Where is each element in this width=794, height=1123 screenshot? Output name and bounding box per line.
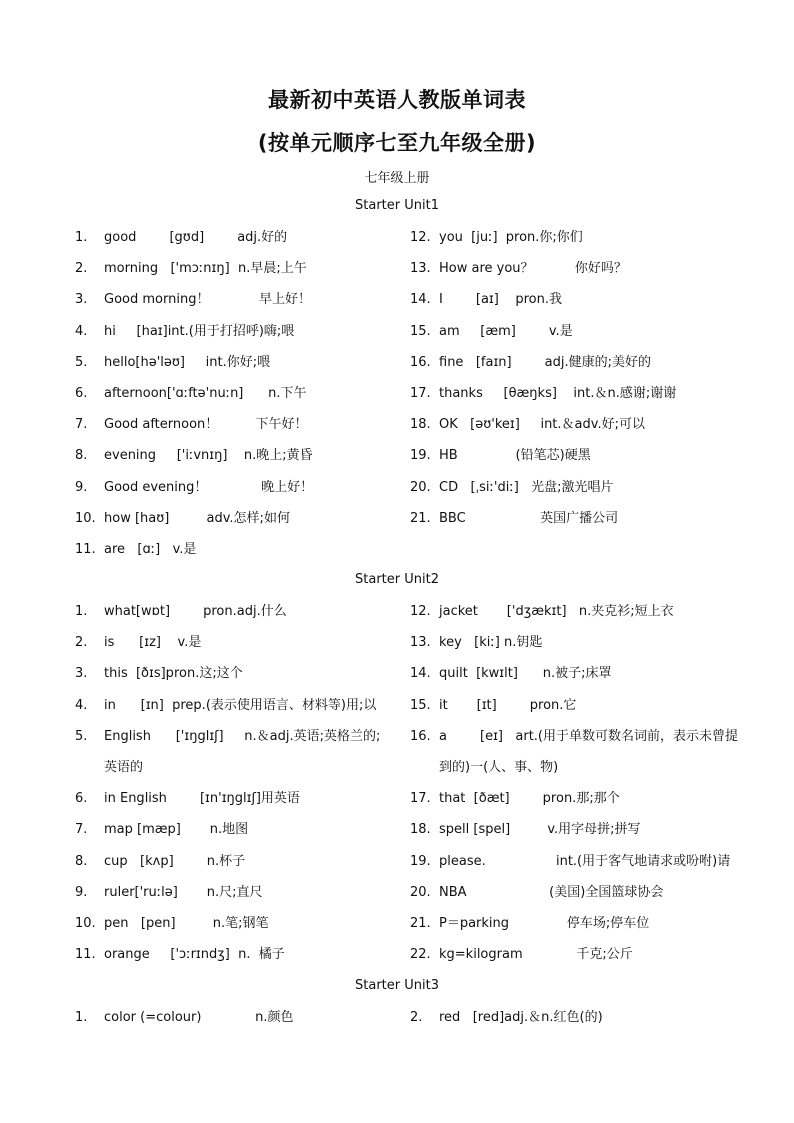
entry-text: is [ɪz] v.是 xyxy=(104,635,202,651)
entry-text: hi [haɪ]int.(用于打招呼)嗨;喂 xyxy=(104,323,295,339)
entry-number: 9. xyxy=(75,884,88,900)
entry-text: English ['ɪŋglɪʃ] n.＆adj.英语;英格兰的;英语的 xyxy=(104,728,381,775)
entry-number: 15. xyxy=(410,697,431,713)
entry-text: that [ðæt] pron.那;那个 xyxy=(439,791,620,807)
entry-number: 3. xyxy=(75,292,88,308)
entry-number: 22. xyxy=(410,947,431,963)
entry-text: you [juː] pron.你;你们 xyxy=(439,230,583,245)
entry-number: 1. xyxy=(75,604,88,619)
entry-number: 7. xyxy=(75,822,88,838)
entry-number: 16. xyxy=(410,728,431,744)
entry-number: 6. xyxy=(75,386,88,401)
entry-text: hello[hə'ləʊ] int.你好;喂 xyxy=(104,354,271,370)
entry-text: P＝parking 停车场;停车位 xyxy=(439,916,650,931)
entry-text: in [ɪn] prep.(表示使用语言、材料等)用;以 xyxy=(104,697,377,713)
entry-number: 2. xyxy=(75,635,88,651)
entry-number: 19. xyxy=(410,853,431,869)
entry-number: 7. xyxy=(75,417,88,433)
entry-number: 3. xyxy=(75,666,88,682)
entry-number: 14. xyxy=(410,666,431,682)
entry-text: HB (铅笔芯)硬黑 xyxy=(439,448,591,464)
entry-text: key [kiː] n.钥匙 xyxy=(439,635,543,651)
entry-text: pen [pen] n.笔;钢笔 xyxy=(104,916,269,931)
entry-text: map [mæp] n.地图 xyxy=(104,822,249,838)
entry-number: 9. xyxy=(75,479,88,495)
entry-text: please. int.(用于客气地请求或吩咐)请 xyxy=(439,853,731,869)
entry-number: 1. xyxy=(75,1010,88,1025)
entry-number: 13. xyxy=(410,635,431,651)
entry-number: 2. xyxy=(410,1010,423,1025)
entry-number: 17. xyxy=(410,386,431,401)
entry-number: 5. xyxy=(75,354,88,370)
grade-heading: 七年级上册 xyxy=(364,171,430,186)
entry-number: 14. xyxy=(410,292,431,308)
entry-text: Good evening！ 晚上好！ xyxy=(104,479,314,495)
entry-number: 18. xyxy=(410,822,431,838)
entry-number: 12. xyxy=(410,230,431,245)
entry-number: 11. xyxy=(75,542,96,557)
unit-heading: Starter Unit1 xyxy=(355,198,439,213)
entry-text: this [ðɪs]pron.这;这个 xyxy=(104,666,243,682)
entry-number: 2. xyxy=(75,261,88,277)
entry-text: ruler['ruːlə] n.尺;直尺 xyxy=(104,884,263,900)
entry-text: what[wɒt] pron.adj.什么 xyxy=(104,604,287,619)
unit-heading: Starter Unit3 xyxy=(355,978,439,993)
entry-text: I [aɪ] pron.我 xyxy=(439,292,562,308)
entry-text: How are you？ 你好吗？ xyxy=(439,261,627,277)
entry-text: morning ['mɔːnɪŋ] n.早晨;上午 xyxy=(104,261,307,277)
entry-number: 4. xyxy=(75,323,88,339)
entry-text: a [eɪ] art.(用于单数可数名词前，表示未曾提到的)一(人、事、物) xyxy=(439,728,739,775)
entry-text: Good afternoon！ 下午好！ xyxy=(104,417,308,433)
entry-number: 1. xyxy=(75,230,88,245)
entry-text: NBA (美国)全国篮球协会 xyxy=(439,884,664,900)
entry-number: 8. xyxy=(75,853,88,869)
unit-heading: Starter Unit2 xyxy=(355,572,439,587)
entry-number: 8. xyxy=(75,448,88,464)
entry-number: 20. xyxy=(410,884,431,900)
entry-text: CD [ˌsiː'diː] 光盘;激光唱片 xyxy=(439,479,614,495)
entry-text: jacket ['dʒækɪt] n.夹克衫;短上衣 xyxy=(439,604,674,619)
entry-text: BBC 英国广播公司 xyxy=(439,510,619,526)
entry-number: 6. xyxy=(75,791,88,807)
entry-number: 21. xyxy=(410,916,431,931)
entry-text: color (=colour) n.颜色 xyxy=(104,1010,294,1025)
entry-number: 21. xyxy=(410,510,431,526)
entry-number: 15. xyxy=(410,323,431,339)
entry-number: 10. xyxy=(75,916,96,931)
entry-number: 10. xyxy=(75,510,96,526)
entry-text: quilt [kwɪlt] n.被子;床罩 xyxy=(439,666,612,682)
entry-number: 18. xyxy=(410,417,431,433)
entry-text: cup [kʌp] n.杯子 xyxy=(104,853,246,869)
entry-text: it [ɪt] pron.它 xyxy=(439,697,577,713)
entry-number: 19. xyxy=(410,448,431,464)
entry-number: 5. xyxy=(75,728,88,744)
entry-text: evening ['iːvnɪŋ] n.晚上;黄昏 xyxy=(104,448,313,464)
entry-text: fine [faɪn] adj.健康的;美好的 xyxy=(439,354,651,370)
entry-number: 4. xyxy=(75,697,88,713)
entry-text: good [gʊd] adj.好的 xyxy=(104,230,288,245)
entry-text: kg=kilogram 千克;公斤 xyxy=(439,947,633,963)
entry-text: Good morning！ 早上好！ xyxy=(104,292,312,308)
entry-text: how [haʊ] adv.怎样;如何 xyxy=(104,510,290,526)
entry-number: 16. xyxy=(410,354,431,370)
entry-text: OK [əʊ'keɪ] int.＆adv.好;可以 xyxy=(439,417,645,433)
entry-text: spell [spel] v.用字母拼;拼写 xyxy=(439,822,641,838)
entry-text: afternoon['ɑːftə'nuːn] n.下午 xyxy=(104,386,307,401)
entry-text: are [ɑː] v.是 xyxy=(104,542,197,557)
entry-text: in English [ɪn'ɪŋglɪʃ]用英语 xyxy=(104,791,300,807)
entry-number: 17. xyxy=(410,791,431,807)
entry-text: red [red]adj.＆n.红色(的) xyxy=(439,1010,603,1025)
entry-number: 13. xyxy=(410,261,431,277)
entry-number: 12. xyxy=(410,604,431,619)
entry-number: 11. xyxy=(75,947,96,963)
entry-number: 20. xyxy=(410,479,431,495)
entry-text: orange ['ɔːrɪndʒ] n. 橘子 xyxy=(104,947,285,963)
entry-text: am [æm] v.是 xyxy=(439,323,573,339)
entry-text: thanks [θæŋks] int.＆n.感谢;谢谢 xyxy=(439,386,677,401)
page-title: 最新初中英语人教版单词表 xyxy=(268,88,526,112)
page-subtitle: (按单元顺序七至九年级全册) xyxy=(257,131,537,155)
